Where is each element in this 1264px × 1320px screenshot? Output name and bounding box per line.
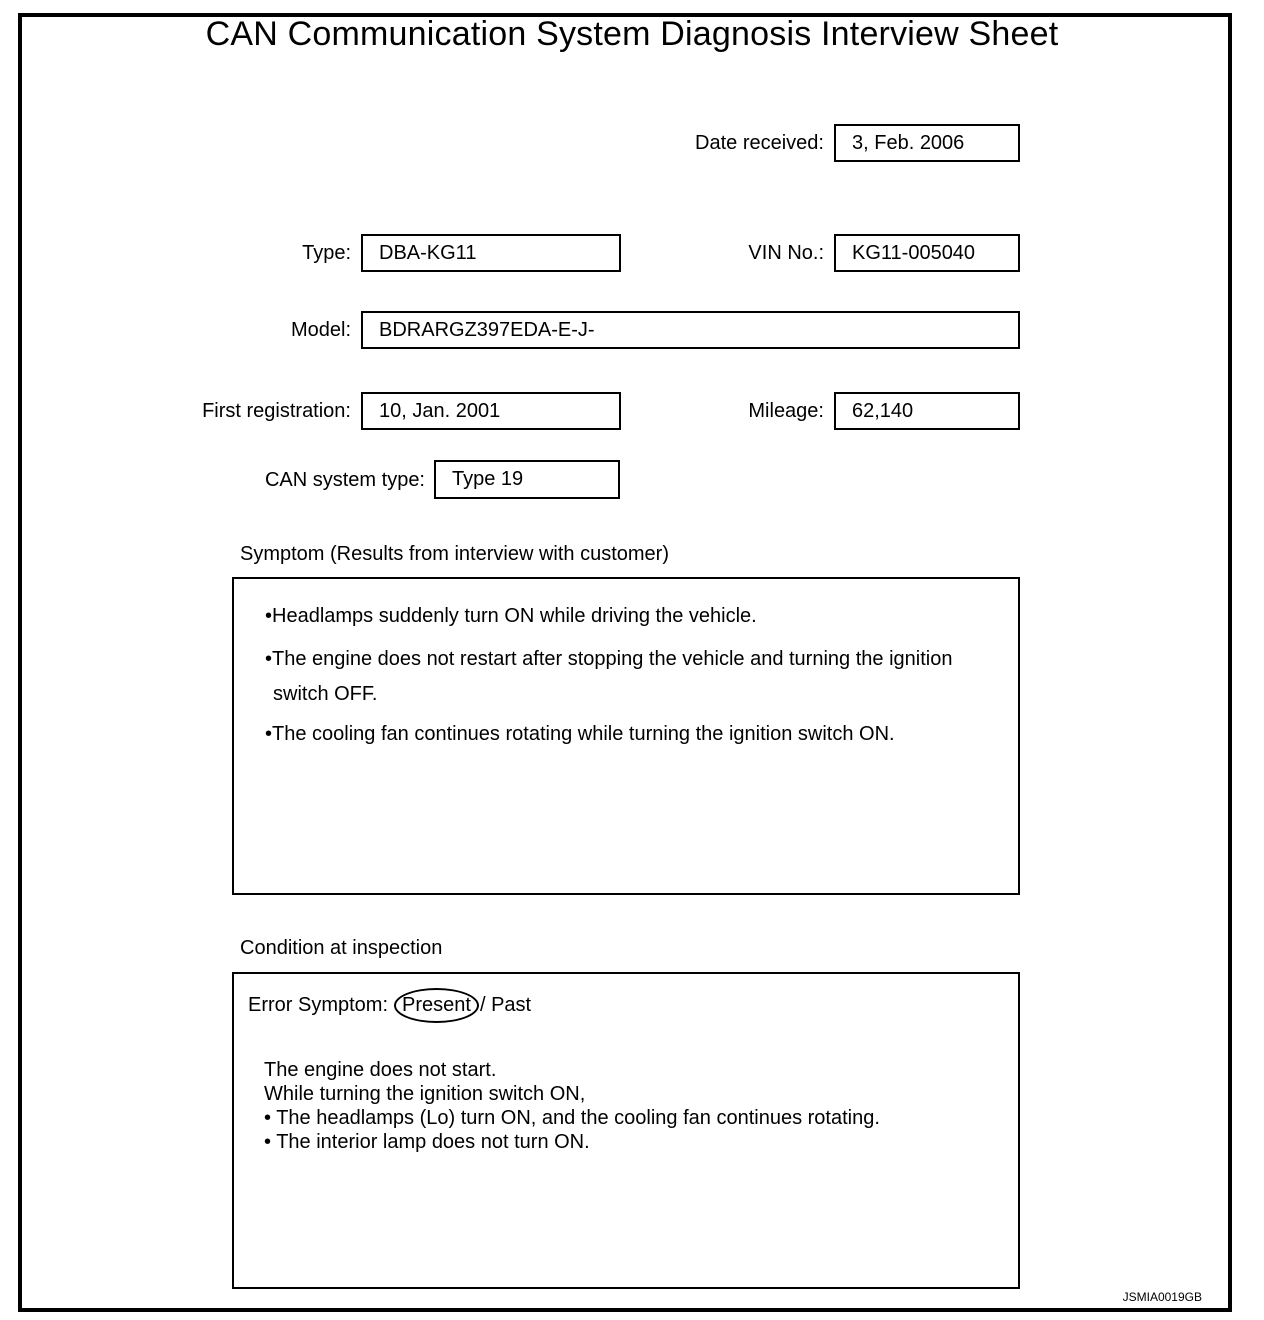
first-registration-field: 10, Jan. 2001 [361,392,621,430]
sheet-title: CAN Communication System Diagnosis Interview Sheet [205,15,1059,53]
figure-code: JSMIA0019GB [1122,1290,1202,1304]
type-field: DBA-KG11 [361,234,621,272]
condition-line: • The interior lamp does not turn ON. [264,1131,590,1153]
vin-label: VIN No.: [748,242,824,264]
symptom-heading: Symptom (Results from interview with customer) [240,543,669,565]
type-label: Type: [302,242,351,264]
present-circled: Present [394,988,479,1023]
model-label: Model: [290,319,351,341]
mileage-field: 62,140 [834,392,1020,430]
date-received-field: 3, Feb. 2006 [834,124,1020,162]
symptom-item: •The engine does not restart after stopping the vehicle and turning the ignition [265,648,953,670]
error-symptom-row [248,988,531,1023]
first-registration-label: First registration: [202,400,351,422]
symptom-item: switch OFF. [273,683,378,705]
error-symptom-label: Error Symptom: [248,994,389,1016]
model-field: BDRARGZ397EDA-E-J- [361,311,1020,349]
condition-line: The engine does not start. [264,1059,497,1081]
vin-field: KG11-005040 [834,234,1020,272]
mileage-label: Mileage: [748,400,824,422]
symptom-item: •Headlamps suddenly turn ON while driving the vehicle. [265,605,757,627]
condition-heading: Condition at inspection [240,937,443,959]
past-option: / Past [479,994,532,1016]
date-received-label: Date received: [695,132,824,154]
condition-line: While turning the ignition switch ON, [264,1083,586,1105]
can-system-type-label: CAN system type: [264,469,425,491]
condition-line: • The headlamps (Lo) turn ON, and the cooling fan continues rotating. [264,1107,880,1129]
symptom-item: •The cooling fan continues rotating while turning the ignition switch ON. [265,723,895,745]
can-system-type-field: Type 19 [434,460,620,499]
